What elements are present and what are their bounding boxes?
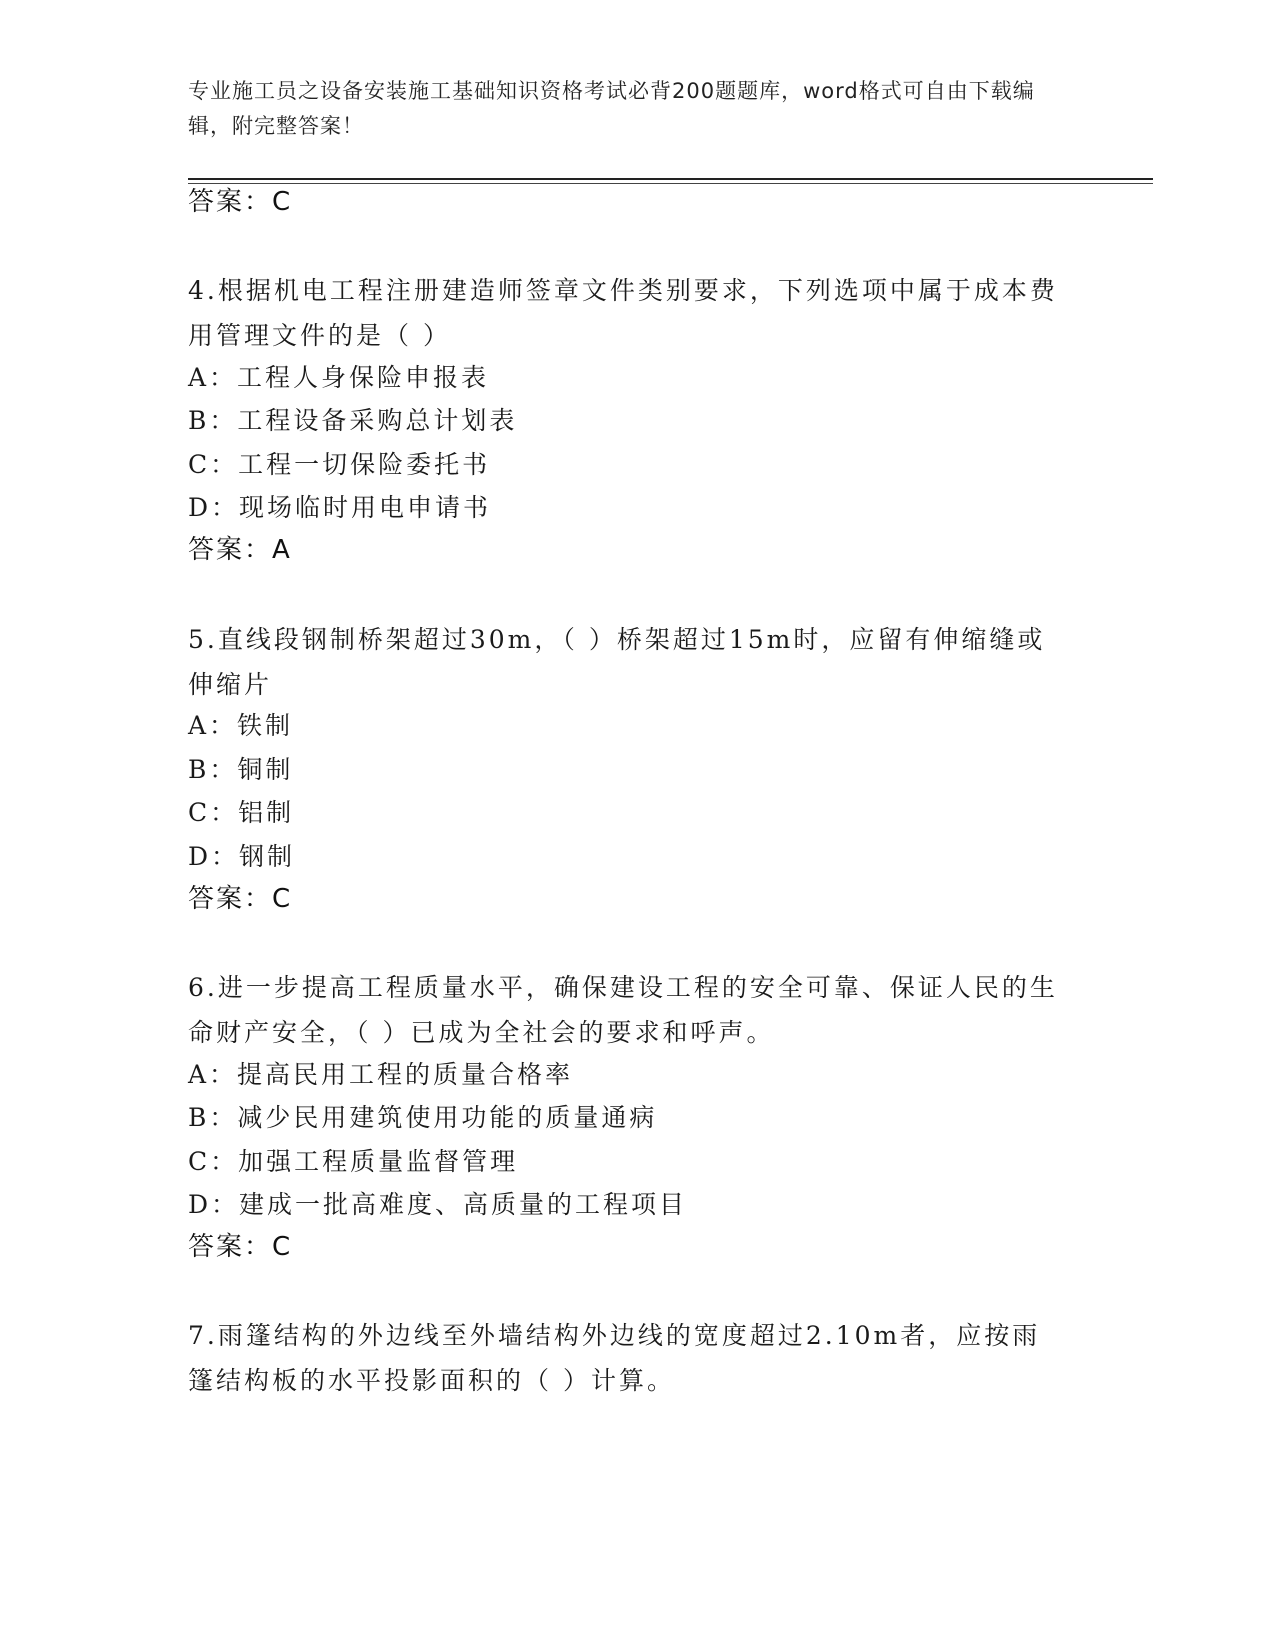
question-stem: 5.直线段钢制桥架超过30m，（ ）桥架超过15m时，应留有伸缩缝或伸缩片 <box>188 625 1046 699</box>
option-d: D：钢制 <box>188 842 296 871</box>
answer-line: 答案：C <box>188 1232 293 1262</box>
answer-line: 答案：C <box>188 187 293 217</box>
option-d: D：建成一批高难度、高质量的工程项目 <box>188 1190 688 1219</box>
header-rule-thin <box>188 183 1153 184</box>
option-b: B：铜制 <box>188 755 294 784</box>
option-a: A：工程人身保险申报表 <box>188 363 490 392</box>
option-d: D：现场临时用电申请书 <box>188 493 492 522</box>
option-c: C：工程一切保险委托书 <box>188 450 491 479</box>
document-header: 专业施工员之设备安装施工基础知识资格考试必背200题题库，word格式可自由下载编辑，附完整答案！ <box>188 79 1035 138</box>
option-b: B：减少民用建筑使用功能的质量通病 <box>188 1103 658 1132</box>
question-stem: 4.根据机电工程注册建造师签章文件类别要求，下列选项中属于成本费用管理文件的是（ ） <box>188 276 1058 350</box>
option-a: A：提高民用工程的质量合格率 <box>188 1060 574 1089</box>
question-stem: 7.雨篷结构的外边线至外墙结构外边线的宽度超过2.10m者，应按雨篷结构板的水平投影面积的（ ）计算。 <box>188 1321 1041 1395</box>
option-b: B：工程设备采购总计划表 <box>188 406 518 435</box>
option-c: C：铝制 <box>188 798 295 827</box>
question-stem: 6.进一步提高工程质量水平，确保建设工程的安全可靠、保证人民的生命财产安全，（ ）已成为全社会的要求和呼声。 <box>188 973 1058 1047</box>
answer-line: 答案：A <box>188 535 292 565</box>
answer-line: 答案：C <box>188 884 293 914</box>
option-c: C：加强工程质量监督管理 <box>188 1147 519 1176</box>
option-a: A：铁制 <box>188 711 294 740</box>
header-rule-thick <box>188 178 1153 180</box>
